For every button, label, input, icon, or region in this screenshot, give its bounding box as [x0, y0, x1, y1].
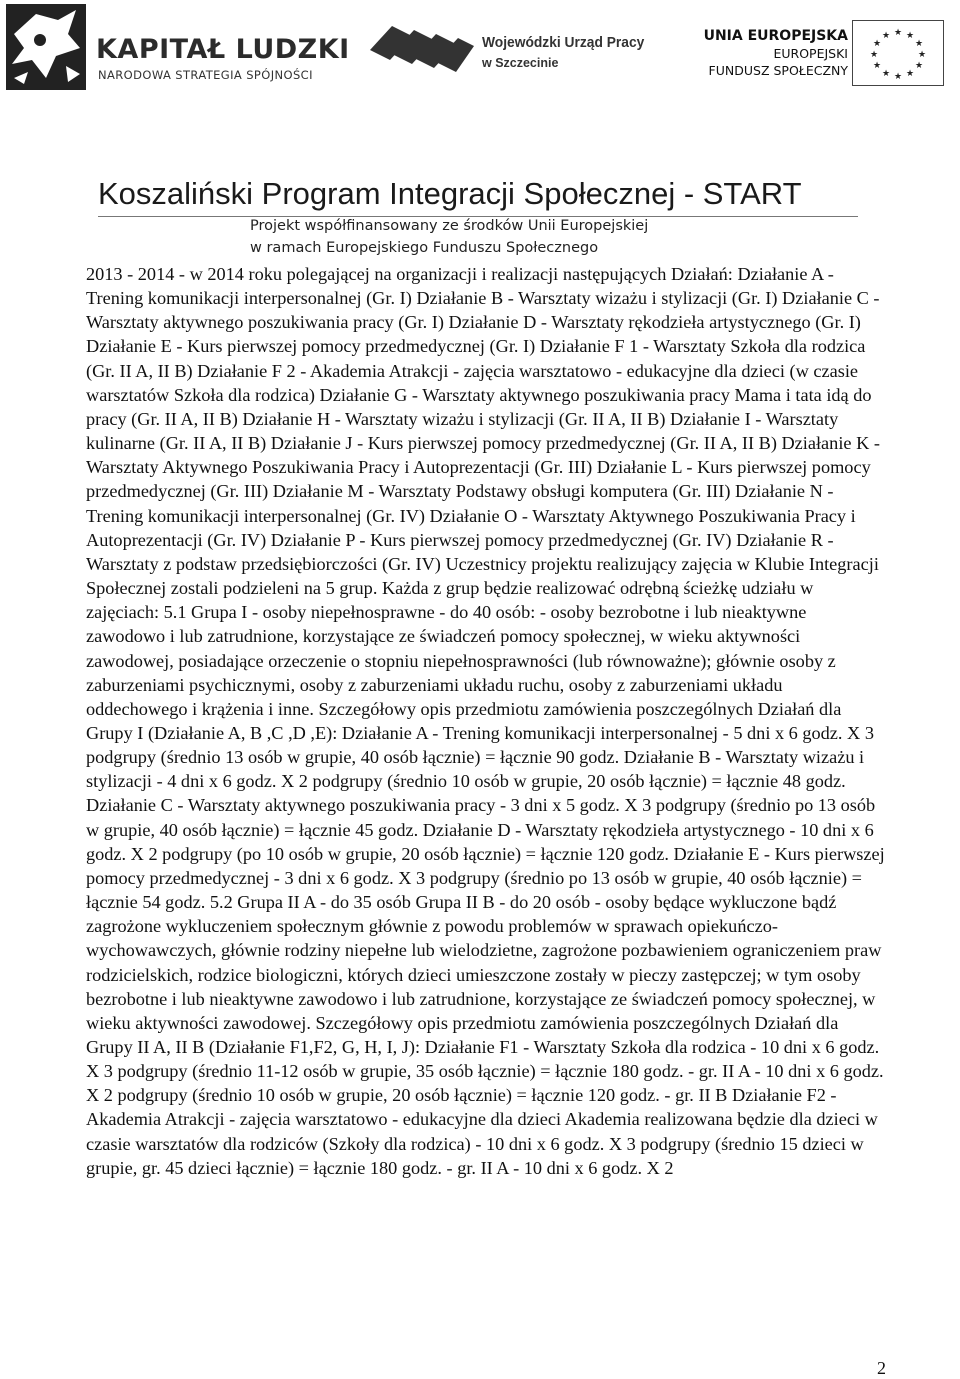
kapital-ludzki-emblem-icon	[6, 4, 86, 90]
svg-text:★: ★	[869, 50, 879, 60]
kapital-ludzki-title: KAPITAŁ LUDZKI	[96, 34, 350, 65]
wup-name: Wojewódzki Urząd Pracy	[482, 34, 645, 51]
svg-text:★: ★	[881, 69, 891, 79]
svg-text:★: ★	[905, 69, 915, 79]
eu-union-label: UNIA EUROPEJSKA	[703, 28, 848, 44]
program-title: Koszaliński Program Integracji Społecznej - START	[98, 176, 802, 211]
program-fund-line: w ramach Europejskiego Funduszu Społecznego	[250, 240, 599, 256]
document-body-paragraph: 2013 - 2014 - w 2014 roku polegającej na organizacji i realizacji następujących Działań: Działanie A - Trening komunikacji interpersonalnej (Gr. I) Działanie B - Warsztaty wizażu i stylizacji (Gr. I) Działanie C - Warsztaty aktywnego poszukiwania pracy (Gr. I) Działanie D - Warsztaty rękodzieła artystycznego (Gr. I) Działanie E - Kurs pierwszej pomocy przedmedycznej (Gr. I) Działanie F 1 - Warsztaty Szkoła dla rodzica (Gr. II A, II B) Działanie F 2 - Akademia Atrakcji - zajęcia warsztatowo - edukacyjne dla dzieci (w czasie warsztatów Szkoła dla rodzica) Działanie G - Warsztaty aktywnego poszukiwania pracy Mama i tata idą do pracy (Gr. II A, II B) Działanie H - Warsztaty wizażu i stylizacji (Gr. II A, II B) Działanie I - Warsztaty kulinarne (Gr. II A, II B) Działanie J - Kurs pierwszej pomocy przedmedycznej (Gr. II A, II B) Działanie K - Warsztaty Aktywnego Poszukiwania Pracy i Autoprezentacji (Gr. III) Działanie L - Kurs pierwszej pomocy przedmedycznej (Gr. III) Działanie M - Warsztaty Podstawy obsługi komputera (Gr. III) Działanie N - Trening komunikacji interpersonalnej (Gr. IV) Działanie O - Warsztaty Aktywnego Poszukiwania Pracy i Autoprezentacji (Gr. IV) Działanie P - Kurs pierwszej pomocy przedmedycznej (Gr. IV) Działanie R - Warsztaty z podstaw przedsiębiorczości (Gr. IV) Uczestnicy projektu realizujący zajęcia w Klubie Integracji Społecznej zostali podzieleni na 5 grup. Każda z grup będzie realizować odrębną ścieżkę udziału w zajęciach: 5.1 Grupa I - osoby niepełnosprawne - do 40 osób: - osoby bezrobotne i lub nieaktywne zawodowo i lub zatrudnione, korzystające ze świadczeń pomocy społecznej, w wieku aktywności zawodowej, posiadające orzeczenie o stopniu niepełnosprawności (lub równoważne); głównie osoby z zaburzeniami psychicznymi, osoby z zaburzeniami układu ruchu, osoby z zaburzeniami układu oddechowego i krążenia i inne. Szczegółowy opis przedmiotu zamówienia poszczególnych Działań dla Grupy I (Działanie A, B ,C ,D ,E): Działanie A - Trening komunikacji interpersonalnej - 5 dni x 6 godz. X 3 podgrupy (średnio 13 osób w grupie, 40 osób łącznie) = łącznie 90 godz. Działanie B - Warsztaty wizażu i stylizacji - 4 dni x 6 godz. X 2 podgrupy (średnio 10 osób w grupie, 20 osób łącznie) = łącznie 48 godz. Działanie C - Warsztaty aktywnego poszukiwania pracy - 3 dni x 5 godz. X 3 podgrupy (średnio po 13 osób w grupie, 40 osób łącznie) = łącznie 45 godz. Działanie D - Warsztaty rękodzieła artystycznego - 10 dni x 6 godz. X 2 podgrupy (po 10 osób w grupie, 20 osób łącznie) = łącznie 120 godz. Działanie E - Kurs pierwszej pomocy przedmedycznej - 3 dni x 6 godz. X 3 podgrupy (średnio po 13 osób w grupie, 40 osób łącznie) = łącznie 54 godz. 5.2 Grupa II A - do 35 osób Grupa II B - do 20 osób - osoby będące wykluczone bądź zagrożone wykluczeniem społecznym głównie z powodu problemów w sprawach opiekuńczo-wychowawczych, głównie rodziny niepełne lub wielodzietne, zagrożone pozbawieniem ograniczeniem praw rodzicielskich, rodzice biologiczni, których dzieci umieszczone zostały w pieczy zastępczej; w tym osoby bezrobotne i lub nieaktywne zawodowo i lub zatrudnione, korzystające ze świadczeń pomocy społecznej, w wieku aktywności zawodowej. Szczegółowy opis przedmiotu zamówienia poszczególnych Działań dla Grupy II A, II B (Działanie F1,F2, G, H, I, J): Działanie F1 - Warsztaty Szkoła dla rodzica - 10 dni x 6 godz. X 3 podgrupy (średnio 11-12 osób w grupie, 35 osób łącznie) = łącznie 180 godz. - gr. II A - 10 dni x 6 godz. X 2 podgrupy (średnio 10 osób w grupie, 20 osób łącznie) = łącznie 120 godz. - gr. II B Działanie F2 - Akademia Atrakcji - zajęcia warsztatowo - edukacyjne dla dzieci Akademia realizowana będzie dla dzieci w czasie warsztatów dla rodziców (Szkoły dla rodzica) - 10 dni x 6 godz. X 3 podgrupy (średnio 15 dzieci w grupie, gr. 45 dzieci łącznie) = łącznie 180 godz. - gr. II A - 10 dni x 6 godz. X 2	[86, 264, 885, 1178]
svg-text:★: ★	[893, 28, 903, 38]
svg-text:★: ★	[914, 39, 924, 49]
eu-fund-label-2: FUNDUSZ SPOŁECZNY	[708, 63, 848, 78]
svg-text:★: ★	[872, 39, 882, 49]
program-title-divider	[98, 216, 858, 217]
svg-text:★: ★	[881, 31, 891, 41]
kapital-ludzki-subtitle: NARODOWA STRATEGIA SPÓJNOŚCI	[98, 68, 313, 82]
svg-text:★: ★	[872, 61, 882, 71]
wup-city: w Szczecinie	[482, 56, 559, 70]
wup-cards-icon	[368, 22, 476, 78]
program-cofinancing-line: Projekt współfinansowany ze środków Unii Europejskiej	[250, 218, 649, 234]
wup-logo	[368, 22, 668, 82]
svg-text:★: ★	[914, 61, 924, 71]
eu-fund-text	[700, 28, 848, 79]
svg-text:★: ★	[905, 31, 915, 41]
kapital-ludzki-logo	[6, 4, 350, 92]
eu-fund-label-1: EUROPEJSKI	[773, 46, 848, 61]
eu-flag-icon	[852, 20, 944, 86]
page-header	[0, 0, 960, 100]
page-number: 2	[877, 1358, 886, 1378]
svg-text:★: ★	[893, 72, 903, 82]
svg-text:★: ★	[917, 50, 927, 60]
